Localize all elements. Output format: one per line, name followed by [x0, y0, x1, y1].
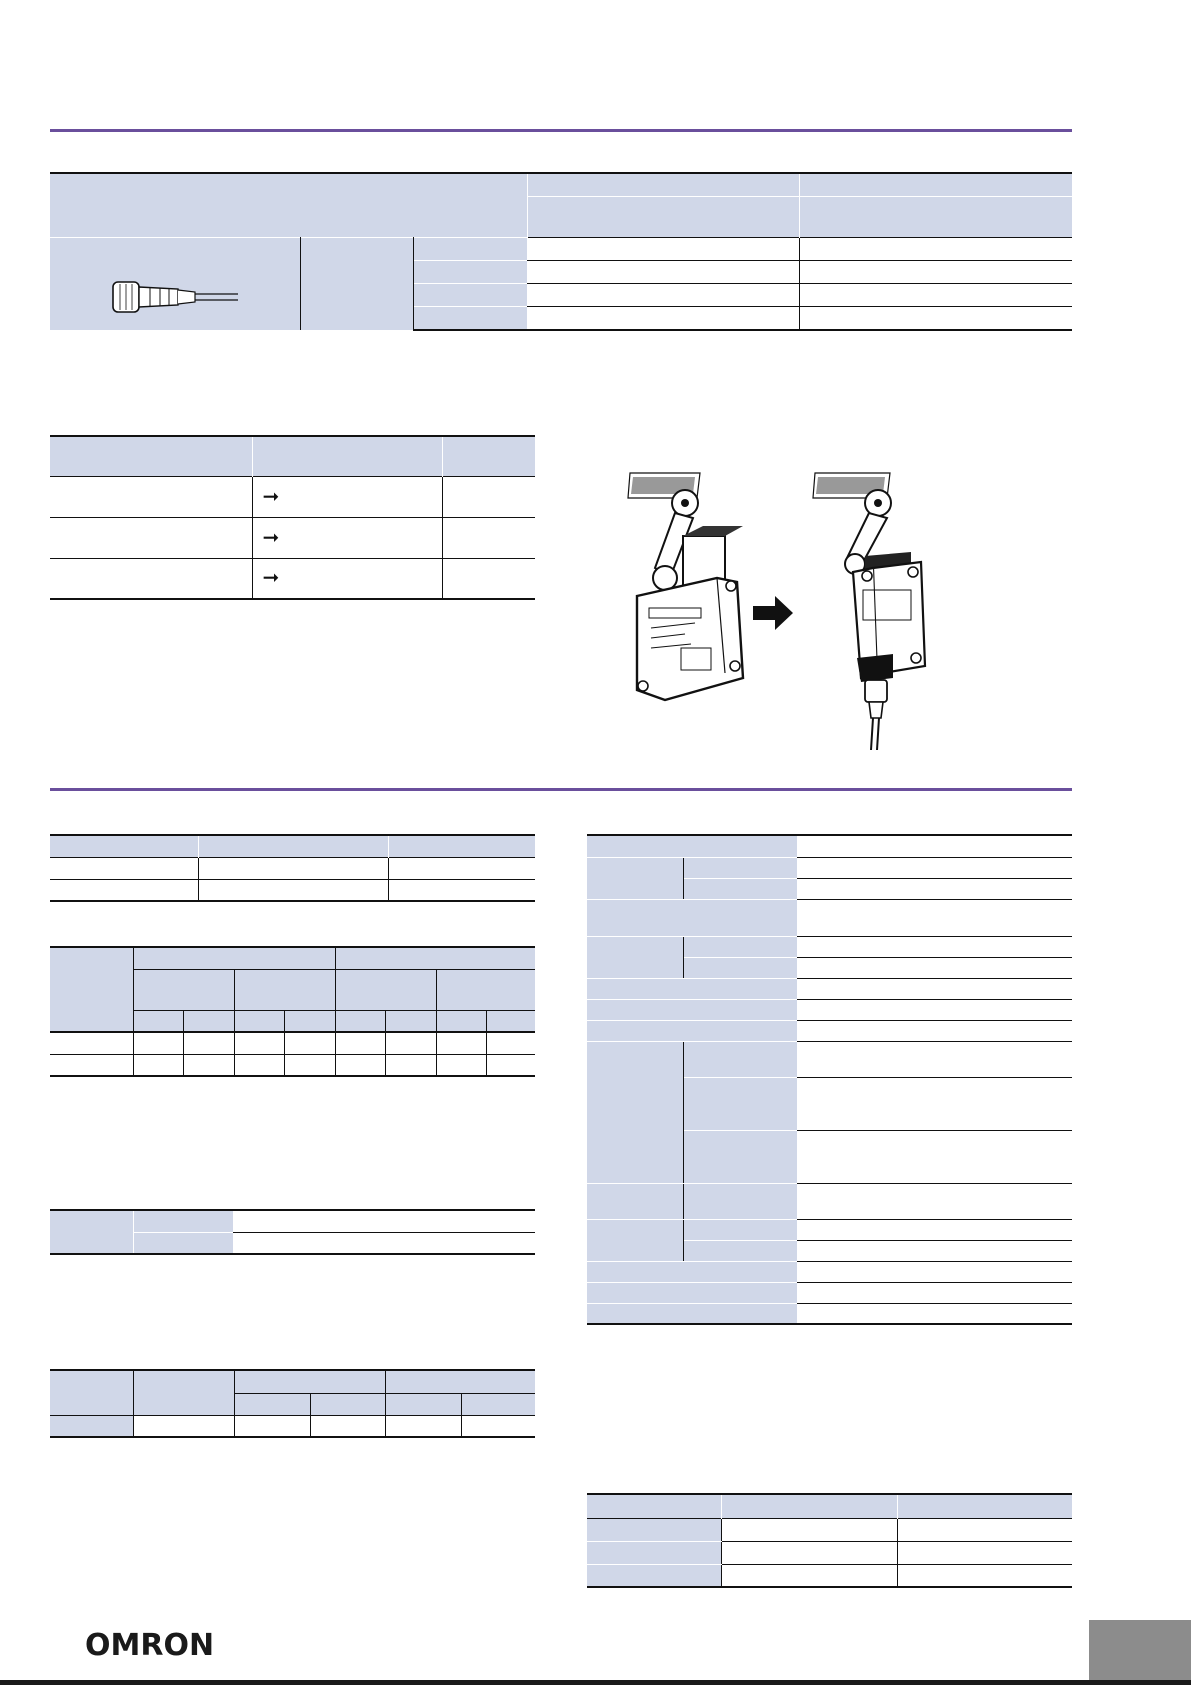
header-cell [721, 1494, 897, 1518]
cable-connector-drawing [50, 238, 300, 330]
data-cell [252, 558, 442, 599]
row-label-cell [683, 957, 797, 978]
data-cell [252, 517, 442, 558]
section-rule-middle [50, 788, 1072, 791]
data-cell [797, 1183, 1072, 1219]
header-cell [461, 1393, 535, 1415]
header-cell [234, 1393, 310, 1415]
data-cell [799, 283, 1072, 306]
row-label-cell [683, 1240, 797, 1261]
data-cell [388, 857, 535, 879]
data-cell [335, 1032, 385, 1054]
data-cell [797, 835, 1072, 857]
data-cell [335, 1054, 385, 1076]
header-cell [133, 1370, 234, 1415]
data-cell [797, 1303, 1072, 1324]
data-cell [133, 1054, 183, 1076]
data-cell [799, 260, 1072, 283]
header-cell [527, 196, 799, 237]
data-cell [527, 237, 799, 260]
omron-logo: OMRON [85, 1628, 215, 1663]
header-cell [385, 1010, 436, 1032]
row-label-cell [587, 899, 797, 936]
replacement-table [50, 435, 535, 600]
row-label-cell [413, 237, 527, 260]
header-cell [252, 436, 442, 476]
header-cell [234, 1010, 284, 1032]
row-label-cell [587, 1219, 683, 1261]
header-cell [486, 1010, 535, 1032]
header-cell [133, 1010, 183, 1032]
row-label-cell [587, 835, 797, 857]
row-label-cell [587, 1020, 797, 1041]
data-cell [50, 558, 252, 599]
row-label-cell [587, 1303, 797, 1324]
header-cell [799, 196, 1072, 237]
row-label-cell [413, 283, 527, 306]
header-cell [50, 947, 133, 1032]
data-cell [486, 1054, 535, 1076]
row-label-cell [587, 1541, 721, 1564]
data-cell [50, 879, 198, 901]
data-cell [897, 1518, 1072, 1541]
row-label-cell [413, 260, 527, 283]
header-cell [385, 1393, 461, 1415]
data-cell [797, 1020, 1072, 1041]
data-cell [50, 476, 252, 517]
row-label-cell [587, 1041, 683, 1183]
row-label-cell [683, 1041, 797, 1077]
spec-table-e [587, 1493, 1072, 1588]
data-cell [233, 1210, 535, 1232]
row-label-cell [587, 1183, 683, 1219]
data-cell [183, 1054, 234, 1076]
data-cell [897, 1564, 1072, 1587]
header-cell [897, 1494, 1072, 1518]
row-label-cell [587, 936, 683, 978]
data-cell [436, 1054, 486, 1076]
data-cell [527, 260, 799, 283]
header-cell [442, 436, 535, 476]
connector-image-cell [50, 237, 300, 330]
bottom-bar [0, 1680, 1191, 1685]
header-cell [799, 173, 1072, 196]
data-cell [252, 476, 442, 517]
row-label-cell [683, 1077, 797, 1130]
header-cell [335, 947, 535, 969]
spec-table-a [50, 834, 535, 902]
data-cell [198, 857, 388, 879]
header-cell [284, 1010, 335, 1032]
header-cell [300, 237, 413, 330]
data-cell [721, 1541, 897, 1564]
right-arrow-icon: ➞ [262, 567, 280, 590]
header-cell [310, 1393, 385, 1415]
header-cell [50, 1370, 133, 1415]
header-cell [335, 1010, 385, 1032]
data-cell [897, 1541, 1072, 1564]
data-cell [388, 879, 535, 901]
data-cell [486, 1032, 535, 1054]
spec-table-d [50, 1369, 535, 1438]
data-cell [442, 517, 535, 558]
header-cell [183, 1010, 234, 1032]
spec-table-c [50, 1209, 535, 1255]
data-cell [797, 1261, 1072, 1282]
data-cell [797, 857, 1072, 878]
row-label-cell [587, 1282, 797, 1303]
data-cell [461, 1415, 535, 1437]
row-label-cell [587, 1564, 721, 1587]
header-cell [436, 1010, 486, 1032]
data-cell [310, 1415, 385, 1437]
header-cell [335, 969, 436, 1010]
row-label-cell [683, 936, 797, 957]
data-cell [234, 1032, 284, 1054]
data-cell [797, 1219, 1072, 1240]
header-cell [133, 947, 335, 969]
row-label-cell [683, 1183, 797, 1219]
row-label-cell [133, 1232, 233, 1254]
row-label-cell [587, 1261, 797, 1282]
data-cell [721, 1564, 897, 1587]
row-label-cell [683, 1219, 797, 1240]
data-cell [385, 1054, 436, 1076]
data-cell [797, 899, 1072, 936]
data-cell [133, 1032, 183, 1054]
data-cell [797, 978, 1072, 999]
header-cell [50, 835, 198, 857]
row-label-cell [683, 878, 797, 899]
header-cell [198, 835, 388, 857]
data-cell [183, 1032, 234, 1054]
data-cell [797, 1282, 1072, 1303]
header-cell [50, 1210, 133, 1254]
data-cell [721, 1518, 897, 1541]
data-cell [797, 1130, 1072, 1183]
data-cell [436, 1032, 486, 1054]
data-cell [233, 1232, 535, 1254]
header-cell [436, 969, 535, 1010]
data-cell [527, 283, 799, 306]
row-label-cell [587, 978, 797, 999]
data-cell [234, 1415, 310, 1437]
data-cell [799, 237, 1072, 260]
header-cell [50, 173, 527, 237]
section-rule-top [50, 129, 1072, 132]
side-tab-block [1089, 1620, 1191, 1685]
row-label-cell [587, 857, 683, 899]
right-arrow-icon: ➞ [262, 526, 280, 549]
header-cell [234, 969, 335, 1010]
data-cell [50, 1032, 133, 1054]
header-cell [587, 1494, 721, 1518]
data-cell [442, 558, 535, 599]
row-label-cell [683, 857, 797, 878]
header-cell [133, 969, 234, 1010]
data-cell [234, 1054, 284, 1076]
data-cell [284, 1032, 335, 1054]
data-cell [797, 1240, 1072, 1261]
header-cell [50, 436, 252, 476]
data-cell [133, 1415, 234, 1437]
data-cell [50, 857, 198, 879]
row-label-cell [587, 999, 797, 1020]
data-cell [797, 999, 1072, 1020]
data-cell [198, 879, 388, 901]
data-cell [797, 1077, 1072, 1130]
characteristics-table [587, 834, 1072, 1325]
data-cell [797, 936, 1072, 957]
data-cell [799, 306, 1072, 329]
right-arrow-icon: ➞ [262, 485, 280, 508]
header-cell [385, 1370, 535, 1393]
header-cell [527, 173, 799, 196]
data-cell [50, 1054, 133, 1076]
data-cell [797, 878, 1072, 899]
row-label-cell [413, 306, 527, 329]
data-cell [385, 1415, 461, 1437]
row-label-cell [587, 1518, 721, 1541]
data-cell [442, 476, 535, 517]
data-cell [527, 306, 799, 329]
ratings-table [50, 946, 535, 1077]
limit-switch-replacement-illustration [625, 468, 985, 753]
data-cell [385, 1032, 436, 1054]
row-label-cell [133, 1210, 233, 1232]
row-label-cell [683, 1130, 797, 1183]
header-cell [388, 835, 535, 857]
connector-table [50, 172, 1072, 331]
data-cell [50, 517, 252, 558]
data-cell [797, 957, 1072, 978]
row-label-cell [50, 1415, 133, 1437]
data-cell [284, 1054, 335, 1076]
header-cell [234, 1370, 385, 1393]
data-cell [797, 1041, 1072, 1077]
